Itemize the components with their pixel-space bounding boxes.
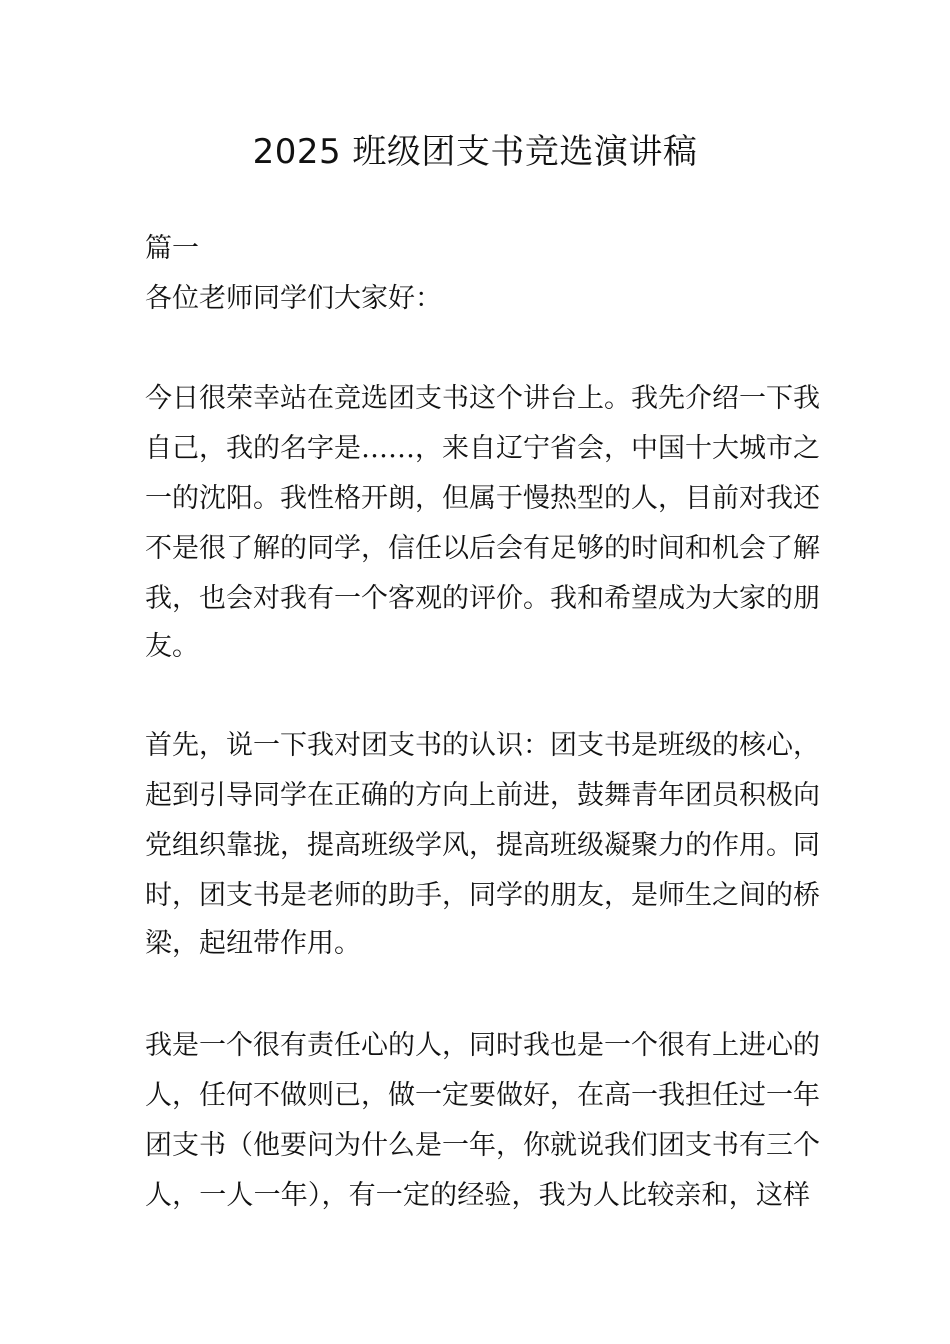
paragraph-3-line-2: 人，任何不做则已，做一定要做好，在高一我担任过一年 [145,1080,820,1111]
paragraph-2-line-1: 首先，说一下我对团支书的认识：团支书是班级的核心， [145,730,820,761]
paragraph-3-line-3: 团支书（他要问为什么是一年，你就说我们团支书有三个 [145,1130,820,1161]
section-label: 篇一 [145,233,199,264]
paragraph-3-line-1: 我是一个很有责任心的人，同时我也是一个很有上进心的 [145,1030,820,1061]
paragraph-2-line-4: 时，团支书是老师的助手，同学的朋友，是师生之间的桥 [145,880,820,911]
paragraph-1-line-2: 自己，我的名字是……，来自辽宁省会，中国十大城市之 [145,433,820,464]
paragraph-1-line-1: 今日很荣幸站在竞选团支书这个讲台上。我先介绍一下我 [145,383,820,414]
document-title: 2025 班级团支书竞选演讲稿 [252,132,698,172]
paragraph-2-line-5: 梁，起纽带作用。 [145,928,361,959]
paragraph-1-line-6: 友。 [145,631,199,662]
paragraph-1-line-3: 一的沈阳。我性格开朗，但属于慢热型的人，目前对我还 [145,483,820,514]
paragraph-1-line-5: 我，也会对我有一个客观的评价。我和希望成为大家的朋 [145,583,820,614]
paragraph-1-line-4: 不是很了解的同学，信任以后会有足够的时间和机会了解 [145,533,820,564]
paragraph-3-line-4: 人，一人一年），有一定的经验，我为人比较亲和，这样 [145,1180,810,1211]
paragraph-2-line-3: 党组织靠拢，提高班级学风，提高班级凝聚力的作用。同 [145,830,820,861]
paragraph-2-line-2: 起到引导同学在正确的方向上前进，鼓舞青年团员积极向 [145,780,820,811]
greeting-line: 各位老师同学们大家好： [145,283,442,314]
